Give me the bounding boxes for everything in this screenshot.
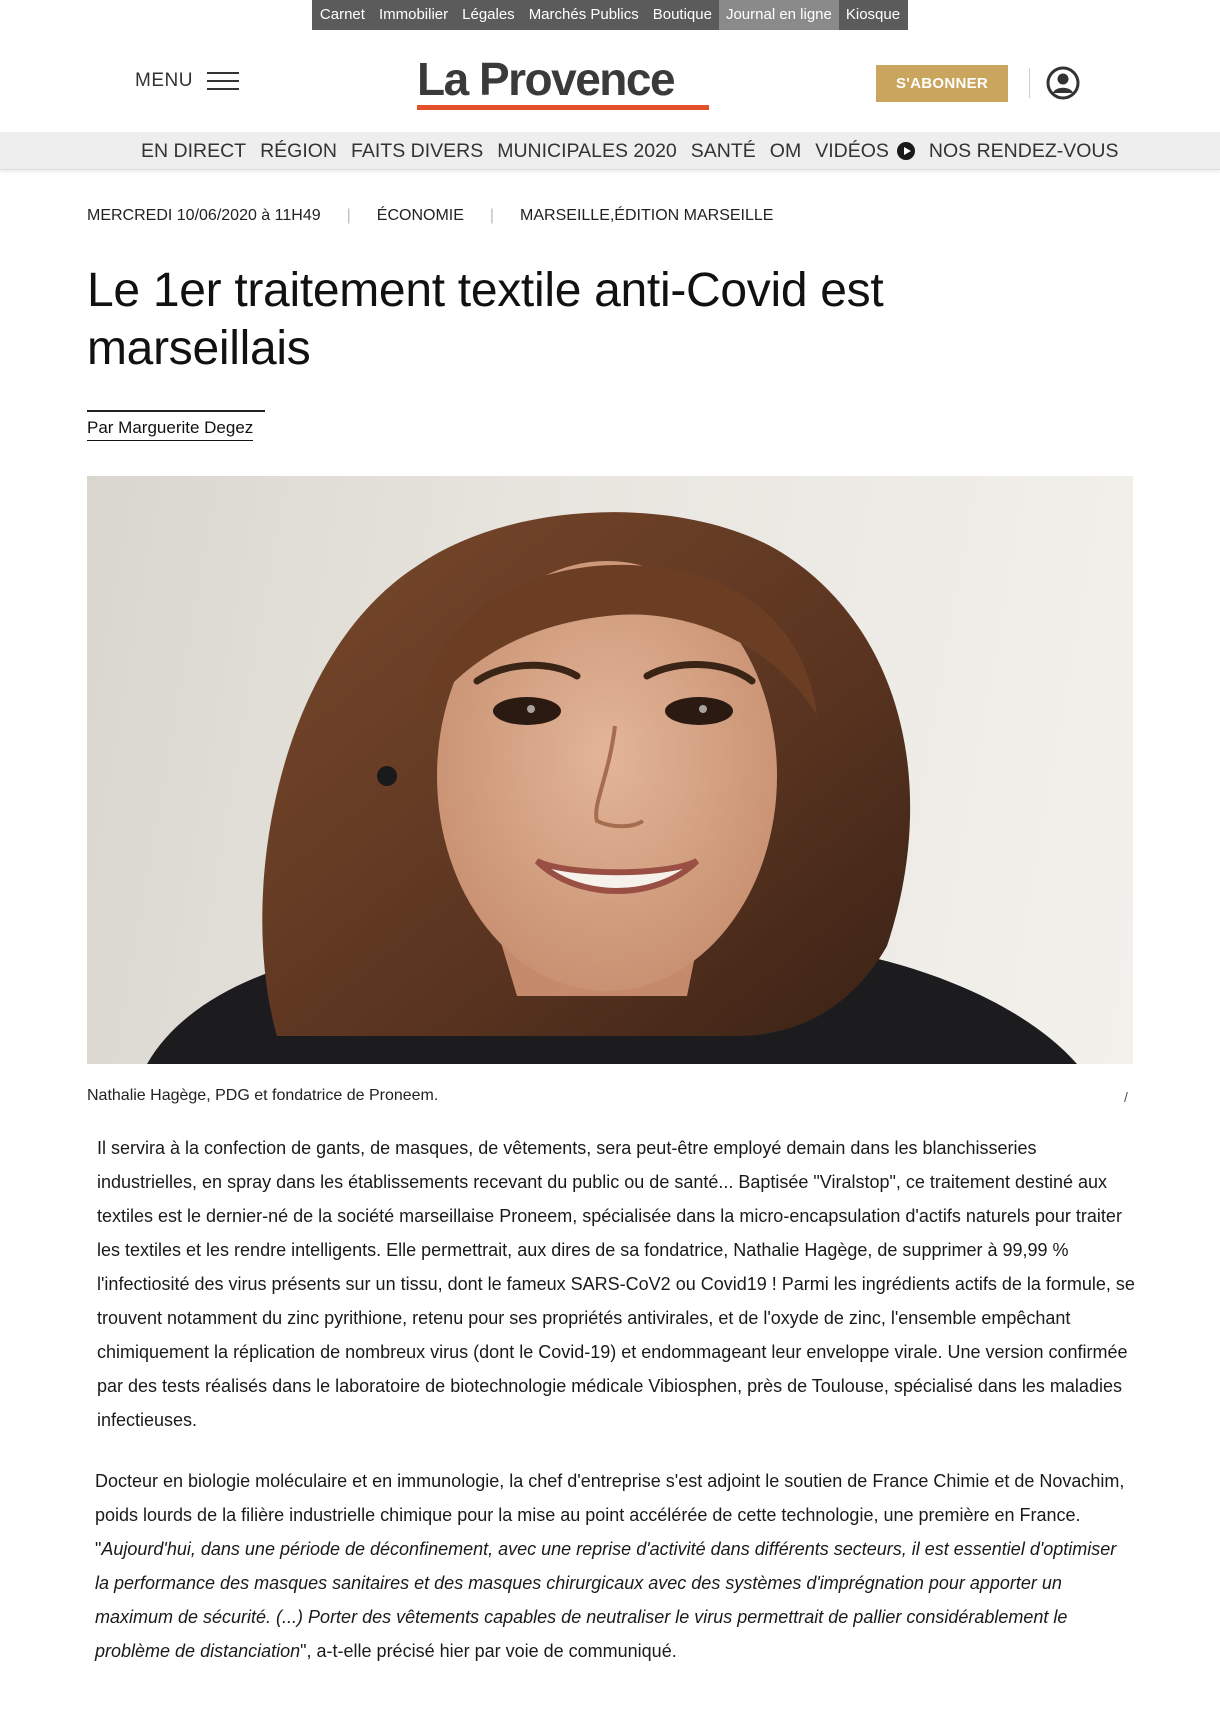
article-photo: [87, 476, 1133, 1064]
topbar-link-marches-publics[interactable]: Marchés Publics: [528, 6, 639, 23]
author-rule: [87, 410, 265, 412]
paragraph-2-quote: Aujourd'hui, dans une période de déconfinement, avec une reprise d'activité dans différents secteurs, il est essentiel d'optimiser la performance des masques sanitaires et des masques chirurgicaux avec des systèmes d'imprégnation pour apporter un maximum de sécurité. (...) Porter des vêtements capables de neutraliser le virus permettrait de pallier considérablement le problème de distanciation: [95, 1539, 1117, 1661]
paragraph-2-intro: Docteur en biologie moléculaire et en immunologie, la chef d'entreprise s'est adjoint le soutien de France Chimie et de Novachim, poids lourds de la filière industrielle chimique pour la mise au point accélérée de cette technologie, une première en France. ": [95, 1471, 1125, 1559]
article-location-link[interactable]: MARSEILLE,ÉDITION MARSEILLE: [520, 207, 774, 224]
meta-separator: |: [489, 207, 495, 224]
nav-item-sante[interactable]: SANTÉ: [690, 139, 756, 162]
article-paragraph-2: [95, 1464, 1135, 1668]
topbar-link-carnet[interactable]: Carnet: [319, 6, 365, 23]
article-title: Le 1er traitement textile anti-Covid est marseillais: [87, 264, 884, 375]
play-icon: [897, 142, 915, 160]
portrait-illustration: [87, 476, 1133, 1064]
paragraph-2-outro: ", a-t-elle précisé hier par voie de communiqué.: [300, 1641, 677, 1661]
user-account-icon[interactable]: [1046, 66, 1080, 100]
topbar-link-boutique[interactable]: Boutique: [652, 6, 712, 23]
hamburger-icon: [207, 71, 239, 91]
meta-separator: |: [346, 207, 351, 224]
top-utility-bar: [0, 0, 1220, 30]
article-category-link[interactable]: ÉCONOMIE: [376, 207, 464, 224]
topbar-link-immobilier[interactable]: Immobilier: [378, 6, 449, 23]
photo-caption: Nathalie Hagège, PDG et fondatrice de Proneem.: [87, 1087, 439, 1104]
header-divider: [1029, 68, 1030, 98]
nav-item-om[interactable]: OM: [769, 139, 802, 162]
topbar-link-legales[interactable]: Légales: [462, 6, 515, 23]
nav-item-faits-divers[interactable]: FAITS DIVERS: [351, 139, 484, 162]
menu-button[interactable]: [135, 70, 239, 92]
top-utility-links: [312, 0, 908, 30]
nav-item-region[interactable]: RÉGION: [260, 139, 338, 162]
topbar-link-kiosque[interactable]: Kiosque: [845, 6, 901, 23]
article-date: MERCREDI 10/06/2020 à 11H49: [87, 207, 321, 224]
site-logo[interactable]: [417, 53, 709, 110]
article-paragraph-1: Il servira à la confection de gants, de masques, de vêtements, sera peut-être employé demain dans les blanchisseries industrielles, en spray dans les établissements recevant du public ou de santé... Baptisée "Viralstop", ce traitement destiné aux textiles est le dernier-né de la société marseillaise Proneem, spécialisée dans la micro-encapsulation d'actifs naturels pour traiter les textiles et les rendre intelligents. Elle permettrait, aux dires de sa fondatrice, Nathalie Hagège, de supprimer à 99,99 % l'infectiosité des virus présents sur un tissu, dont le fameux SARS-CoV2 ou Covid19 ! Parmi les ingrédients actifs de la formule, se trouvent notamment du zinc pyrithione, retenu pour ses propriétés antivirales, et de l'oxyde de zinc, l'ensemble empêchant chimiquement la réplication de nombreux virus (dont le Covid-19) et endommageant leur enveloppe virale. Une version confirmée par des tests réalisés dans le laboratoire de biotechnologie médicale Vibiosphen, près de Toulouse, spécialisé dans les maladies infectieuses.: [97, 1138, 1135, 1430]
nav-item-nos-rendez-vous[interactable]: NOS RENDEZ-VOUS: [928, 139, 1119, 162]
nav-item-videos-label: VIDÉOS: [815, 139, 889, 162]
menu-label: MENU: [135, 70, 193, 91]
nav-item-videos[interactable]: [815, 140, 915, 163]
section-nav: [0, 132, 1220, 170]
topbar-link-journal-en-ligne[interactable]: Journal en ligne: [719, 0, 839, 30]
nav-item-en-direct[interactable]: EN DIRECT: [141, 139, 247, 162]
logo-text: La Provence: [417, 53, 675, 105]
logo-underline: [417, 105, 709, 110]
article-meta: [87, 207, 773, 225]
photo-credit: /: [1124, 1089, 1128, 1105]
section-nav-items: [141, 132, 1119, 170]
site-header: [0, 30, 1220, 132]
nav-item-municipales-2020[interactable]: MUNICIPALES 2020: [497, 139, 677, 162]
subscribe-button[interactable]: S'ABONNER: [876, 65, 1008, 102]
article-author-link[interactable]: Par Marguerite Degez: [87, 418, 253, 441]
